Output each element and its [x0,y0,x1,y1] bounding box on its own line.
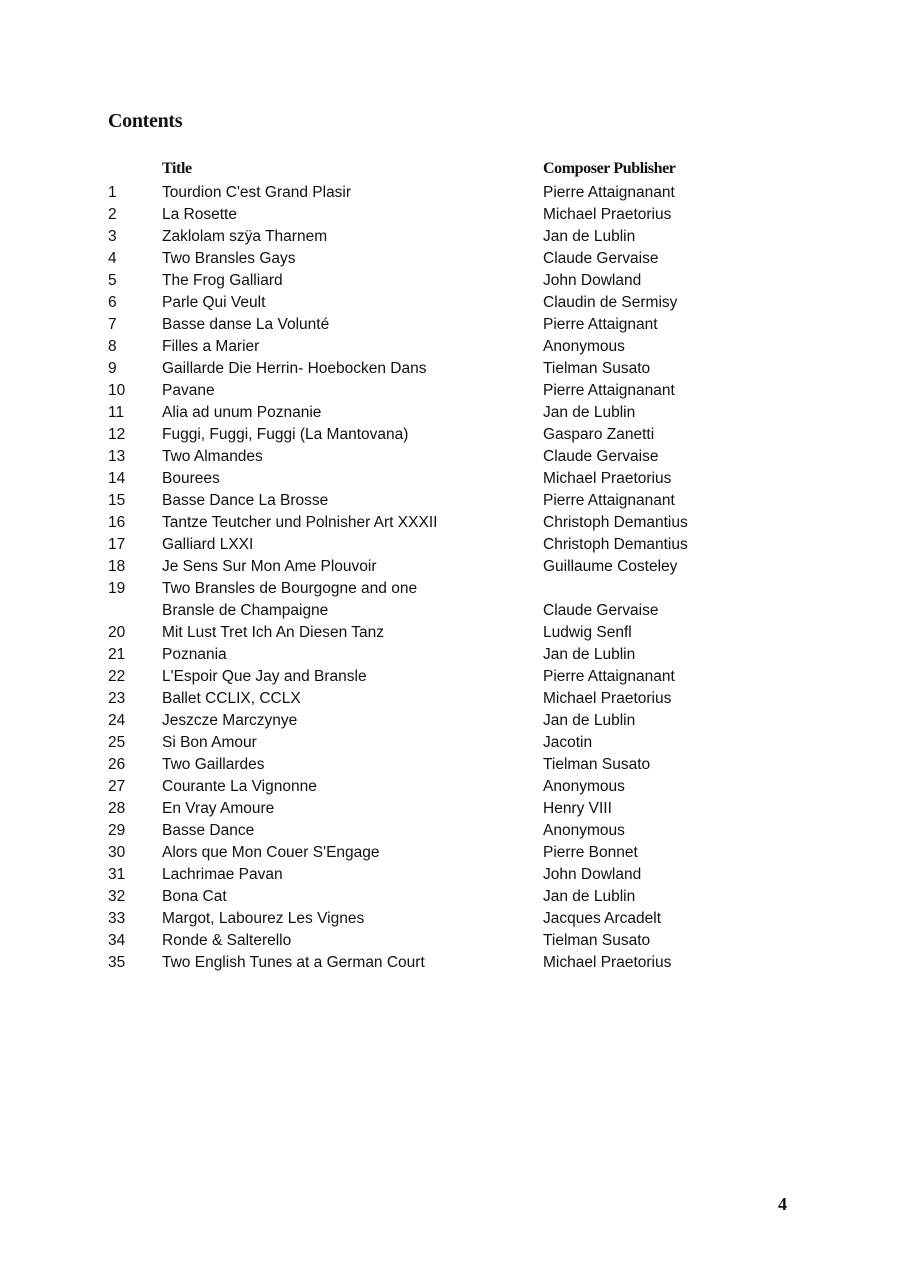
list-item [0,424,900,446]
entry-number: 32 [108,888,126,905]
entry-title-line: Alors que Mon Couer S'Engage [162,844,380,861]
entry-title [162,512,532,534]
entry-title [162,622,532,644]
entry-title [162,358,532,380]
entry-composer: Jan de Lublin [543,404,636,421]
entry-number: 3 [108,228,117,245]
entry-composer: Christoph Demantius [543,514,688,531]
list-item [0,512,900,534]
entry-number: 28 [108,800,126,817]
entry-composer: Tielman Susato [543,360,651,377]
entry-title-line: La Rosette [162,206,237,223]
entry-number: 11 [108,404,125,421]
list-item [0,182,900,204]
entry-number: 34 [108,932,126,949]
composer-column-header: Composer Publisher [543,160,676,177]
entry-composer: John Dowland [543,866,642,883]
entry-composer: Pierre Bonnet [543,844,638,861]
list-item [0,226,900,248]
entry-title [162,468,532,490]
entry-title [162,820,532,842]
entry-title [162,952,532,974]
entry-composer: Michael Praetorius [543,954,672,971]
entry-title-line: Si Bon Amour [162,734,257,751]
entry-composer: Pierre Attaignanant [543,382,675,399]
entry-title-line: Basse danse La Volunté [162,316,330,333]
entry-composer: Claudin de Sermisy [543,294,678,311]
list-item [0,336,900,358]
entry-title [162,798,532,820]
list-item [0,930,900,952]
entry-number: 26 [108,756,126,773]
list-item [0,644,900,666]
entry-number: 35 [108,954,126,971]
entry-composer: Pierre Attaignanant [543,668,675,685]
entry-title-line: Fuggi, Fuggi, Fuggi (La Mantovana) [162,426,409,443]
entry-composer: Anonymous [543,338,625,355]
entry-title-line: Poznania [162,646,227,663]
entry-number: 31 [108,866,126,883]
list-item [0,754,900,776]
entry-title [162,402,532,424]
entry-composer: Pierre Attaignanant [543,184,675,201]
entry-composer: Jacotin [543,734,593,751]
entry-title [162,754,532,776]
entry-title [162,424,532,446]
entry-composer: Anonymous [543,822,625,839]
entry-title-line: Two Bransles de Bourgogne and one [162,580,418,597]
list-item [0,622,900,644]
entry-title [162,842,532,864]
entry-title-line: Basse Dance [162,822,255,839]
entry-title-line: En Vray Amoure [162,800,275,817]
entry-composer: Jan de Lublin [543,712,636,729]
entry-title [162,270,532,292]
list-item [0,358,900,380]
entry-number: 17 [108,536,126,553]
entry-title [162,336,532,358]
entry-title-line: Mit Lust Tret Ich An Diesen Tanz [162,624,384,641]
entry-number: 29 [108,822,126,839]
entry-title-line: Bona Cat [162,888,227,905]
entry-title [162,908,532,930]
entry-number: 16 [108,514,126,531]
entry-composer: Christoph Demantius [543,536,688,553]
entry-number: 8 [108,338,117,355]
list-item [0,204,900,226]
entry-number: 33 [108,910,126,927]
entry-title-line: Two Bransles Gays [162,250,296,267]
entry-title [162,556,532,578]
entry-title [162,930,532,952]
entry-composer: Claude Gervaise [543,448,659,465]
list-item [0,732,900,754]
entry-number: 12 [108,426,126,443]
entry-composer: Jan de Lublin [543,888,636,905]
entry-composer: John Dowland [543,272,642,289]
entry-title-line: Basse Dance La Brosse [162,492,329,509]
entry-number: 19 [108,580,126,597]
contents-list [0,182,900,974]
entry-composer: Jan de Lublin [543,646,636,663]
entry-title-line: The Frog Galliard [162,272,283,289]
entry-title-line: L'Espoir Que Jay and Bransle [162,668,367,685]
entry-title-line: Ronde & Salterello [162,932,292,949]
entry-title [162,578,532,622]
entry-number: 21 [108,646,126,663]
entry-title [162,204,532,226]
entry-composer: Claude Gervaise [543,250,659,267]
entry-number: 9 [108,360,117,377]
entry-composer: Anonymous [543,778,625,795]
entry-title [162,182,532,204]
entry-title [162,490,532,512]
entry-number: 18 [108,558,126,575]
entry-number: 6 [108,294,117,311]
list-item [0,468,900,490]
entry-title [162,292,532,314]
entry-composer: Gasparo Zanetti [543,426,655,443]
entry-title [162,226,532,248]
entry-title [162,534,532,556]
entry-number: 5 [108,272,117,289]
list-item [0,248,900,270]
entry-title-line: Je Sens Sur Mon Ame Plouvoir [162,558,377,575]
entry-title-line: Two English Tunes at a German Court [162,954,425,971]
entry-title-line: Galliard LXXI [162,536,254,553]
entry-title [162,864,532,886]
list-item [0,864,900,886]
list-item [0,688,900,710]
entry-number: 7 [108,316,117,333]
entry-composer: Henry VIII [543,800,612,817]
entry-title [162,732,532,754]
entry-number: 10 [108,382,126,399]
entry-number: 14 [108,470,126,487]
list-item [0,820,900,842]
entry-title-line: Two Almandes [162,448,263,465]
entry-title [162,314,532,336]
entry-title [162,644,532,666]
entry-title-line: Margot, Labourez Les Vignes [162,910,365,927]
list-item [0,380,900,402]
entry-title-line: Filles a Marier [162,338,260,355]
entry-number: 2 [108,206,117,223]
entry-title [162,776,532,798]
entry-title-line: Alia ad unum Poznanie [162,404,322,421]
list-item [0,402,900,424]
list-item [0,270,900,292]
entry-number: 20 [108,624,126,641]
entry-title [162,380,532,402]
entry-title [162,666,532,688]
entry-title-line: Two Gaillardes [162,756,265,773]
entry-title [162,446,532,468]
entry-title-line: Tantze Teutcher und Polnisher Art XXXII [162,514,438,531]
entry-title [162,710,532,732]
list-item [0,842,900,864]
entry-composer: Claude Gervaise [543,602,659,619]
entry-number: 13 [108,448,126,465]
entry-number: 27 [108,778,126,795]
entry-title [162,886,532,908]
entry-title-line: Pavane [162,382,215,399]
list-item [0,886,900,908]
list-item [0,446,900,468]
entry-composer: Tielman Susato [543,756,651,773]
title-column-header: Title [162,160,192,177]
entry-composer: Pierre Attaignant [543,316,658,333]
list-item [0,314,900,336]
entry-composer: Guillaume Costeley [543,558,678,575]
entry-number: 4 [108,250,117,267]
list-item [0,556,900,578]
entry-composer: Michael Praetorius [543,690,672,707]
list-item [0,798,900,820]
entry-number: 23 [108,690,126,707]
list-item [0,292,900,314]
entry-composer: Jacques Arcadelt [543,910,662,927]
list-item [0,490,900,512]
entry-title-line-2: Bransle de Champaigne [162,602,329,619]
list-item [0,952,900,974]
entry-title-line: Tourdion C'est Grand Plasir [162,184,352,201]
page-number: 4 [778,1194,787,1214]
entry-number: 1 [108,184,117,201]
entry-title-line: Zaklolam szÿa Tharnem [162,228,328,245]
entry-number: 25 [108,734,126,751]
entry-composer: Michael Praetorius [543,470,672,487]
page-heading: Contents [108,110,183,132]
entry-title [162,688,532,710]
entry-composer: Ludwig Senfl [543,624,632,641]
entry-number: 24 [108,712,126,729]
entry-title-line: Jeszcze Marczynye [162,712,298,729]
entry-title-line: Ballet CCLIX, CCLX [162,690,301,707]
entry-number: 22 [108,668,126,685]
entry-title-line: Lachrimae Pavan [162,866,283,883]
entry-composer: Jan de Lublin [543,228,636,245]
list-item [0,666,900,688]
entry-title-line: Parle Qui Veult [162,294,266,311]
entry-composer: Pierre Attaignanant [543,492,675,509]
entry-number: 15 [108,492,126,509]
list-item [0,534,900,556]
entry-title [162,248,532,270]
entry-title-line: Courante La Vignonne [162,778,317,795]
entry-title-line: Bourees [162,470,220,487]
entry-number: 30 [108,844,126,861]
entry-composer: Michael Praetorius [543,206,672,223]
list-item [0,578,900,622]
entry-composer: Tielman Susato [543,932,651,949]
list-item [0,908,900,930]
list-item [0,776,900,798]
list-item [0,710,900,732]
entry-title-line: Gaillarde Die Herrin- Hoebocken Dans [162,360,427,377]
